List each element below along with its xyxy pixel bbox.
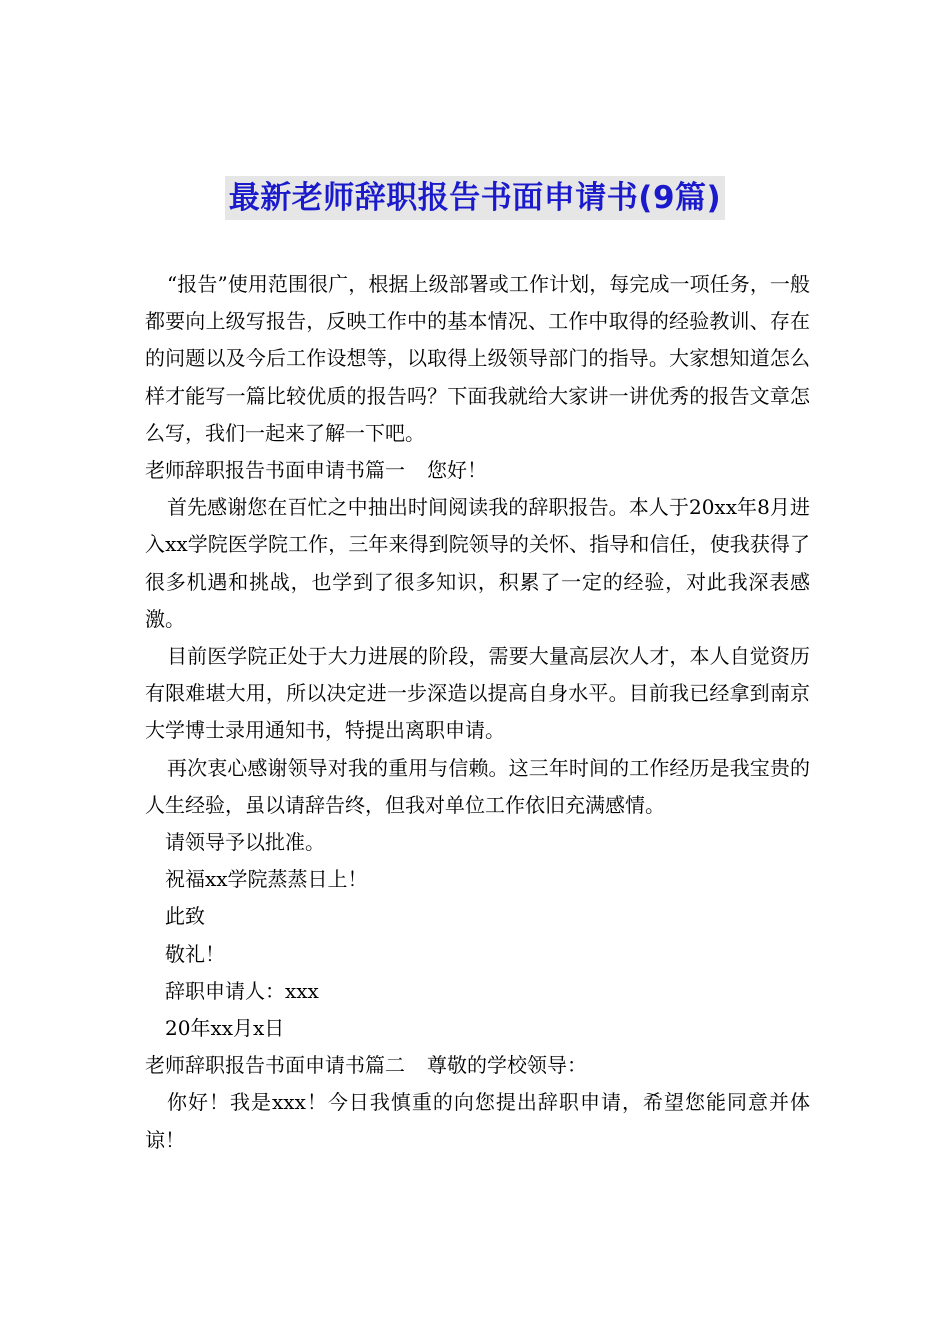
- closing-cizhi: 此致: [165, 904, 205, 929]
- article-1-greeting: 您好！: [427, 458, 487, 483]
- document-title: 最新老师辞职报告书面申请书(9篇): [225, 176, 725, 220]
- article-1-heading-line: [145, 452, 810, 489]
- document-body: [145, 266, 810, 1159]
- article-1-heading: 老师辞职报告书面申请书篇一: [145, 458, 405, 483]
- signature-applicant: 辞职申请人：xxx: [165, 978, 319, 1003]
- intro-paragraph: “报告”使用范围很广，根据上级部署或工作计划，每完成一项任务，一般都要向上级写报告，反映工作中的基本情况、工作中取得的经验教训、存在的问题以及今后工作设想等，以取得上级领导部门的指导。大家想知道怎么样才能写一篇比较优质的报告吗？下面我就给大家讲一讲优秀的报告文章怎么写，我们一起来了解一下吧。: [145, 272, 810, 445]
- article-2-heading: 老师辞职报告书面申请书篇二: [145, 1053, 405, 1078]
- article-2-paragraph: 你好！我是xxx！今日我慎重的向您提出辞职申请，希望您能同意并体谅！: [145, 1090, 810, 1152]
- article-2-greeting: 尊敬的学校领导：: [427, 1053, 587, 1078]
- article-1-paragraph: 首先感谢您在百忙之中抽出时间阅读我的辞职报告。本人于20xx年8月进入xx学院医学院工作，三年来得到院领导的关怀、指导和信任，使我获得了很多机遇和挑战，也学到了很多知识，积累了一定的经验，对此我深表感激。: [145, 495, 810, 631]
- closing-wishes: 祝福xx学院蒸蒸日上！: [165, 867, 368, 892]
- closing-request: 请领导予以批准。: [165, 830, 325, 855]
- article-1-paragraph: 再次衷心感谢领导对我的重用与信赖。这三年时间的工作经历是我宝贵的人生经验，虽以请辞告终，但我对单位工作依旧充满感情。: [145, 755, 810, 817]
- closing-jingli: 敬礼！: [165, 941, 225, 966]
- title-container: [0, 176, 950, 220]
- signature-date: 20年xx月x日: [165, 1016, 285, 1041]
- article-2-heading-line: [145, 1047, 810, 1084]
- article-1-paragraph: 目前医学院正处于大力进展的阶段，需要大量高层次人才，本人自觉资历有限难堪大用，所以决定进一步深造以提高自身水平。目前我已经拿到南京大学博士录用通知书，特提出离职申请。: [145, 644, 810, 743]
